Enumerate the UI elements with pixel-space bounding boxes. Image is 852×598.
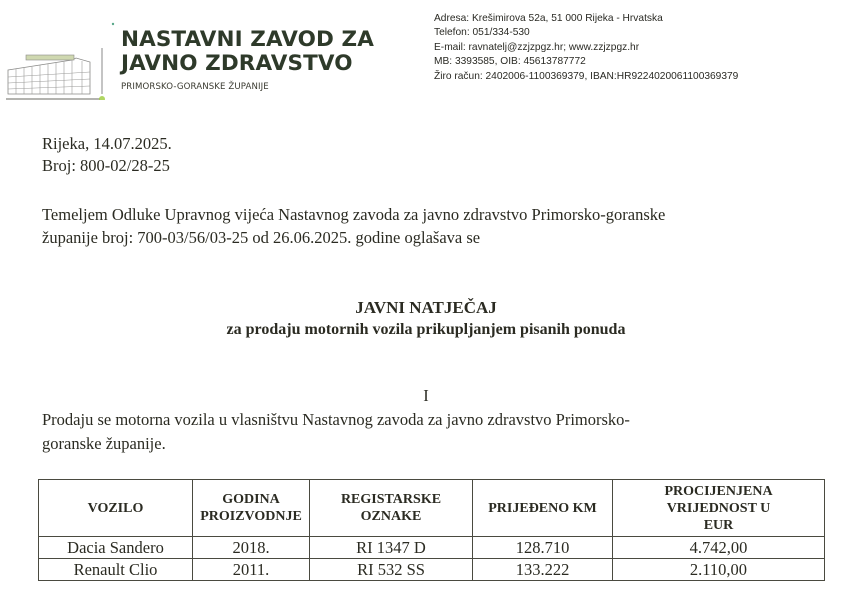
header-plate — [310, 480, 473, 537]
document-meta — [42, 133, 172, 177]
organization-name — [121, 28, 374, 76]
header-text: EUR — [703, 517, 734, 533]
table-header-row — [39, 480, 825, 537]
institution-logo — [4, 22, 116, 100]
header-text: GODINA — [222, 492, 280, 507]
intro-line: Temeljem Odluke Upravnog vijeća Nastavnog zavoda za javno zdravstvo Primorsko-goranske — [42, 205, 666, 224]
cell-year: 2018. — [193, 537, 310, 559]
contact-email: E-mail: ravnatelj@zzjzpgz.hr; www.zzjzpgz.hr — [434, 41, 640, 53]
cell-value: 4.742,00 — [613, 537, 825, 559]
header-text: VRIJEDNOST U — [666, 500, 771, 516]
cell-vehicle: Renault Clio — [39, 559, 193, 581]
section-line: Prodaju se motorna vozila u vlasništvu Nastavnog zavoda za javno zdravstvo Primorsko- — [42, 410, 630, 429]
contact-bank: Žiro račun: 2402006-1100369379, IBAN:HR9224020061100369379 — [434, 70, 739, 82]
section-paragraph — [42, 408, 802, 456]
cell-km: 133.222 — [473, 559, 613, 581]
header-year — [193, 480, 310, 537]
table-row — [39, 537, 825, 559]
cell-value: 2.110,00 — [613, 559, 825, 581]
header-value — [613, 480, 825, 537]
organization-subtitle: PRIMORSKO-GORANSKE ŽUPANIJE — [121, 82, 269, 92]
cell-vehicle: Dacia Sandero — [39, 537, 193, 559]
header-text: REGISTARSKE — [340, 492, 442, 507]
section-number: I — [423, 386, 429, 405]
table-row — [39, 559, 825, 581]
header-text: PRIJEĐENO KM — [488, 500, 597, 516]
section-line: goranske županije. — [42, 434, 166, 453]
contact-block — [434, 12, 738, 84]
contact-address: Adresa: Krešimirova 52a, 51 000 Rijeka - Hrvatska — [434, 13, 663, 24]
vehicles-table — [38, 479, 825, 581]
header-text: PROIZVODNJE — [200, 509, 302, 524]
organization-name-line1: NASTAVNI ZAVOD ZA — [121, 27, 374, 52]
intro-paragraph — [42, 203, 822, 249]
reference-number: Broj: 800-02/28-25 — [42, 156, 170, 175]
header-km — [473, 480, 613, 537]
place-date: Rijeka, 14.07.2025. — [42, 134, 172, 153]
contact-ids: MB: 3393585, OIB: 45613787772 — [434, 56, 586, 68]
cell-km: 128.710 — [473, 537, 613, 559]
header-vehicle — [39, 480, 193, 537]
building-icon — [4, 22, 116, 100]
cell-plate: RI 532 SS — [310, 559, 473, 581]
intro-line: županije broj: 700-03/56/03-25 od 26.06.2025. godine oglašava se — [42, 228, 481, 247]
cell-plate: RI 1347 D — [310, 537, 473, 559]
header-text: VOZILO — [87, 500, 144, 516]
document-subtitle: za prodaju motornih vozila prikupljanjem pisanih ponuda — [226, 321, 626, 338]
organization-name-line2: JAVNO ZDRAVSTVO — [121, 51, 353, 76]
header-text: PROCIJENJENA — [664, 483, 773, 499]
contact-phone: Telefon: 051/334-530 — [434, 27, 530, 39]
header-text: OZNAKE — [360, 509, 422, 524]
document-heading — [0, 297, 852, 341]
cell-year: 2011. — [193, 559, 310, 581]
document-title: JAVNI NATJEČAJ — [355, 298, 497, 317]
